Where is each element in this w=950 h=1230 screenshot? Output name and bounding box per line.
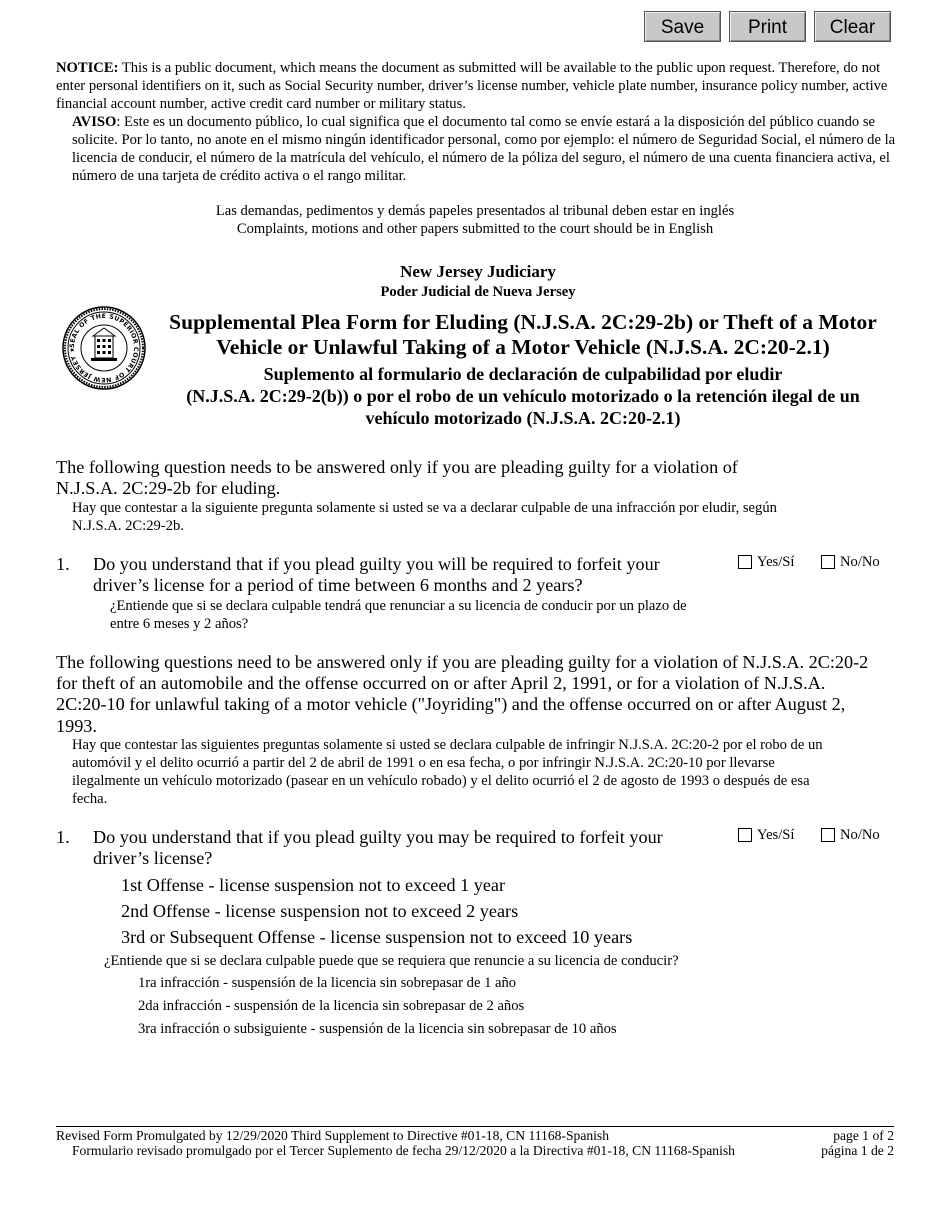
section2-yes-label: Yes/Sí [757, 827, 795, 843]
section2-yes-checkbox[interactable] [738, 828, 752, 842]
section2-no-label: No/No [840, 827, 880, 843]
offense-es-item: 2da infracción - suspensión de la licencia sin sobrepasar de 2 años [138, 998, 525, 1014]
section2-intro-es-line3: ilegalmente un vehículo motorizado (pasear en un vehículo robado) y el delito ocurrió el 2 de agosto de 1993 o después de esa [72, 773, 810, 789]
form-title-es-line2: (N.J.S.A. 2C:29-2(b)) o por el robo de un vehículo motorizado o la retención ilegal de un [186, 386, 860, 406]
section1-yes-checkbox[interactable] [738, 555, 752, 569]
section2-question-es: ¿Entiende que si se declara culpable puede que se requiera que renuncie a su licencia de conducir? [104, 953, 679, 969]
offense-es-item: 3ra infracción o subsiguiente - suspensión de la licencia sin sobrepasar de 10 años [138, 1021, 617, 1037]
section1-question-line1: Do you understand that if you plead guilty you will be required to forfeit your [93, 554, 660, 574]
page-number-es: página 1 de 2 [821, 1143, 894, 1158]
svg-text:SEAL OF THE SUPERIOR COURT OF: SEAL OF THE SUPERIOR COURT OF NEW JERSEY ★ [68, 312, 140, 384]
section1-question-es-line2: entre 6 meses y 2 años? [110, 616, 249, 632]
clear-button[interactable]: Clear [814, 11, 891, 42]
section1-intro-es-line1: Hay que contestar a la siguiente pregunta solamente si usted se va a declarar culpable de una infracción por eludir, según [72, 500, 777, 516]
save-button[interactable]: Save [644, 11, 721, 42]
form-title-line2: Vehicle or Unlawful Taking of a Motor Vehicle (N.J.S.A. 2C:20-2.1) [216, 335, 830, 359]
notice-paragraph [56, 59, 898, 113]
section1-yes-label: Yes/Sí [757, 554, 795, 570]
section1-question-line2: driver’s license for a period of time between 6 months and 2 years? [93, 575, 583, 595]
section2-intro-line1: The following questions need to be answered only if you are pleading guilty for a violation of N.J.S.A. 2C:20-2 [56, 652, 869, 672]
language-notice-es: Las demandas, pedimentos y demás papeles presentados al tribunal deben estar en inglés [215, 203, 735, 219]
org-name: New Jersey Judiciary [400, 262, 556, 281]
aviso-paragraph [72, 113, 898, 185]
section2-intro-es-line2: automóvil y el delito ocurrió a partir del 2 de abril de 1991 o en esa fecha, o por infringir N.J.S.A. 2C:20-10 por llevarse [72, 755, 775, 771]
section2-question-line2: driver’s license? [93, 848, 213, 868]
offense-item: 3rd or Subsequent Offense - license suspension not to exceed 10 years [121, 927, 633, 947]
offense-item: 1st Offense - license suspension not to exceed 1 year [121, 875, 506, 895]
offense-es-item: 1ra infracción - suspensión de la licencia sin sobrepasar de 1 año [138, 975, 517, 991]
footer-rule [56, 1126, 894, 1127]
section1-no-checkbox[interactable] [821, 555, 835, 569]
section2-intro-es-line1: Hay que contestar las siguientes preguntas solamente si usted se declara culpable de infringir N.J.S.A. 2C:20-2 por el robo de un [72, 737, 823, 753]
aviso-text: : Este es un documento público, lo cual significa que el documento tal como se envíe estará a la disposición del público cuando se solicite. Por lo tanto, no anote en el mismo ningún identificador personal, como por ejemplo: el número de Seguridad Social, el número de la licencia de conducir, el número de la matrícula del vehículo, el número de la póliza del seguro, el número de una cuenta financiera activa, el número de una tarjeta de crédito activa o el rango militar. [72, 114, 896, 184]
section2-intro-line3: 2C:20-10 for unlawful taking of a motor vehicle ("Joyriding") and the offense occurred on or after August 2, [56, 694, 846, 714]
section1-intro-line1: The following question needs to be answered only if you are pleading guilty for a violation of [56, 457, 738, 477]
footer-revision-es: Formulario revisado promulgado por el Tercer Suplemento de fecha 29/12/2020 a la Directiva #01-18, CN 11168-Spanish [72, 1143, 735, 1158]
court-seal [62, 306, 146, 390]
form-title-es-line3: vehículo motorizado (N.J.S.A. 2C:20-2.1) [365, 408, 681, 428]
section1-no-label: No/No [840, 554, 880, 570]
section1-intro-line2: N.J.S.A. 2C:29-2b for eluding. [56, 478, 281, 498]
section2-question-line1: Do you understand that if you plead guilty you may be required to forfeit your [93, 827, 663, 847]
section1-question-es-line1: ¿Entiende que si se declara culpable tendrá que renunciar a su licencia de conducir por un plazo de [110, 598, 687, 614]
footer-revision-en: Revised Form Promulgated by 12/29/2020 Third Supplement to Directive #01-18, CN 11168-Spanish [56, 1128, 610, 1143]
form-title-es-line1: Suplemento al formulario de declaración de culpabilidad por eludir [263, 364, 783, 384]
language-notice-en: Complaints, motions and other papers submitted to the court should be in English [236, 221, 714, 237]
page-number-en: page 1 of 2 [833, 1128, 894, 1143]
aviso-label: AVISO [72, 114, 117, 130]
section2-question-number: 1. [56, 827, 70, 847]
org-name-es: Poder Judicial de Nueva Jersey [380, 284, 576, 300]
notice-label: NOTICE: [56, 60, 119, 76]
offense-item: 2nd Offense - license suspension not to exceed 2 years [121, 901, 519, 921]
section2-no-checkbox[interactable] [821, 828, 835, 842]
section2-intro-line4: 1993. [56, 716, 97, 736]
section1-question-number: 1. [56, 554, 70, 574]
section1-intro-es-line2: N.J.S.A. 2C:29-2b. [72, 518, 184, 534]
notice-text: This is a public document, which means the document as submitted will be available to the public upon request. Therefore, do not enter personal identifiers on it, such as Social Security number, driver’s license number, vehicle plate number, insurance policy number, active financial account number, active credit card number or military status. [56, 60, 888, 112]
form-title-line1: Supplemental Plea Form for Eluding (N.J.S.A. 2C:29-2b) or Theft of a Motor [169, 310, 877, 334]
seal-icon [62, 306, 146, 390]
section2-intro-es-line4: fecha. [72, 791, 108, 807]
section2-intro-line2: for theft of an automobile and the offense occurred on or after April 2, 1991, or for a violation of N.J.S.A. [56, 673, 826, 693]
print-button[interactable]: Print [729, 11, 806, 42]
